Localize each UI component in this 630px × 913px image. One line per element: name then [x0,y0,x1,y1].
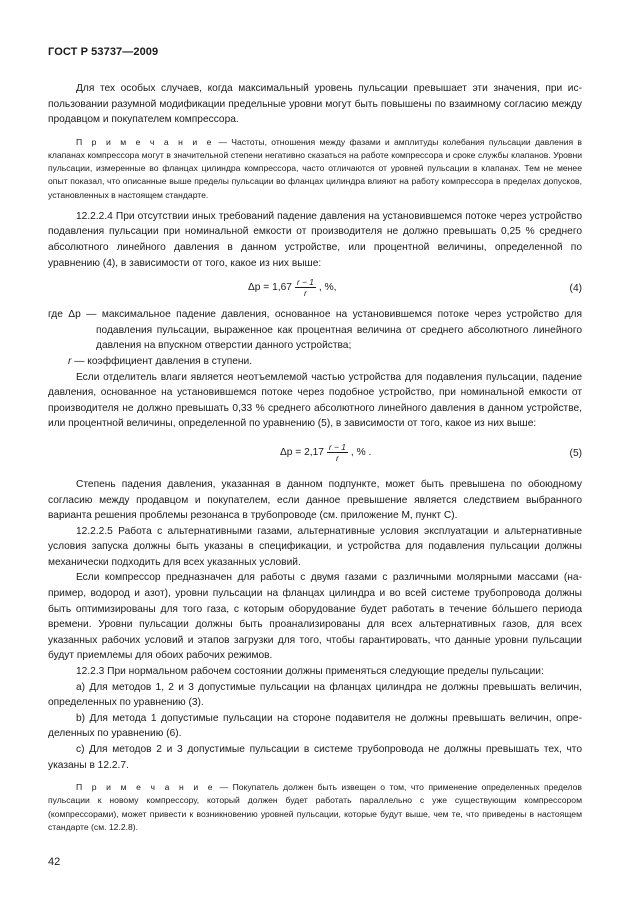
formula-4-numerator: r − 1 [296,277,314,288]
formula-4-fraction [295,277,316,298]
list-item-b: b) Для метода 1 допустимые пульсации на стороне подавителя не должны превышать величин, определенных по уравнению (6). [48,712,582,740]
formula-4-denominator: r [304,288,307,299]
paragraph-12-2-2-4: 12.2.2.4 При отсутствии иных требований падение давления на установившемся потоке через устройство подавления пульсации при номинальной емкости от производителя не должно превышать 0,25 % среднего абсолютного линейного давления в данном устройстве, или процентной величины, определенной по уравнению (4), в зависимости от того, какое из них выше: [48,210,582,269]
document-body [48,81,582,834]
formula-5-tail: , % . [350,446,372,458]
formula-5-fraction [327,442,348,463]
paragraph-moisture-separator: Если отделитель влаги является неотъемлемой частью устройства для подавления пульсации, падение давления, основанное на установившемся потоке через подобное устройство, при номинальной емкости от производителя не должно превышать 0,33 % среднего абсолютного линейного давления в данном устройстве, или процентной величины, определенной по уравнению (5), в зависимости от того, какое из них выше: [48,371,582,430]
page-number: 42 [48,856,61,868]
definition-r [48,354,582,370]
note-text: — Покупатель должен быть извещен о том, что применение определенных пределов пульсации к новому компрессору, который должен будет работать параллельно с уже существующим компрессором (компрессорами), может привести к возникновению уровней пульсации, которые будут выше, чем те, что приведены в настоящем стандарте (см. 12.2.8). [48,782,582,832]
formula-5-number: (5) [569,447,582,459]
formula-5-numerator: r − 1 [328,441,346,452]
paragraph-12-2-3: 12.2.3 При нормальном рабочем состоянии должны применяться следующие пределы пульсации: [76,666,544,678]
formula-5-expression [280,442,371,463]
formula-4-tail: , %, [318,282,337,294]
list-item-c: с) Для методов 2 и 3 допустимые пульсации в системе трубопровода не должны превышать тех, что указаны в 12.2.7. [48,744,582,771]
formula-4-number: (4) [569,283,582,295]
formula-5-denominator: r [336,452,339,463]
note-label: П р и м е ч а н и е [76,136,215,147]
paragraph-two-gases: Если компрессор предназначен для работы с двумя газами с различными молярными массами (например, водород и азот), уровни пульсации на фланцах цилиндра и во всей системе трубопровода должны быть оптимизированы для того газа, с которым оборудование будет работать в течение бо́льшего периода времени. Уровни пульсации должны быть проанализированы для всех альтернативных газов, для всех указанных рабочих условий и этапов загрузки для того, чтобы гарантировать, что данные уровни пульсации будут приемлемы для обоих рабочих режимов. [48,572,582,662]
definition-delta-p-text: максимальное падение давления, основанное на установившемся потоке через устройство для подавления пульсации, выраженное как процентная величина от среднего абсолютного линейного давления на впускном отверстии данного устройства; [96,309,583,352]
paragraph-modification: Для тех особых случаев, когда максимальный уровень пульсации превышает эти значения, при использовании разумной модификации предельные уровни могут быть повышены по взаимному согласию между продавцом и покупателем компрессора. [48,83,582,126]
paragraph-pressure-drop-degree: Степень падения давления, указанная в данном подпункте, может быть превышена по обоюдному согласию между продавцом и покупателем, если данное превышение является следствием выбранного варианта решения проблемы резонанса в трубопроводе (см. приложение М, пункт С). [48,478,582,522]
formula-5 [48,432,582,470]
formula-4 [48,271,582,307]
formula-5-lhs: Δp = 2,17 [280,446,324,458]
note-valves [48,136,582,202]
formula-4-expression [248,277,336,298]
note-text: — Частоты, отношения между фазами и амплитуды колебания пульсации давления в клапанах компрессора могут в значительной степени негативно сказаться на работе компрессора и сроке службы клапанов. Уровни пульсации, измеренные во фланцах цилиндра компрессора, часто отличаются от уровней пульсации в клапанах. Тем не менее опыт показал, что описанные выше пределы пульсации во фланцах цилиндра влияют на работу компрессора в пределах допусков, установленных в настоящем стандарте. [48,136,583,200]
paragraph-12-2-2-5: 12.2.2.5 Работа с альтернативными газами, альтернативные условия эксплуатации и альтернативные условия запуска должны быть указаны в спецификации, и устройства для подавления пульсации должны механически подходить для всех указанных условий. [48,525,582,568]
formula-4-lhs: Δp = 1,67 [248,282,292,294]
definition-r-var: r [68,355,72,367]
note-label: П р и м е ч а н и е [76,782,216,793]
definition-delta-p [48,307,582,354]
definition-r-text: — коэффициент давления в ступени. [71,355,253,367]
definition-delta-p-head: где Δp — [48,309,97,321]
list-item-a: а) Для методов 1, 2 и 3 допустимые пульсации на фланцах цилиндра не должны превышать величин, определенных по уравнению (3). [48,681,582,709]
note-new-compressor [48,781,582,834]
standard-header: ГОСТ Р 53737—2009 [48,46,159,58]
